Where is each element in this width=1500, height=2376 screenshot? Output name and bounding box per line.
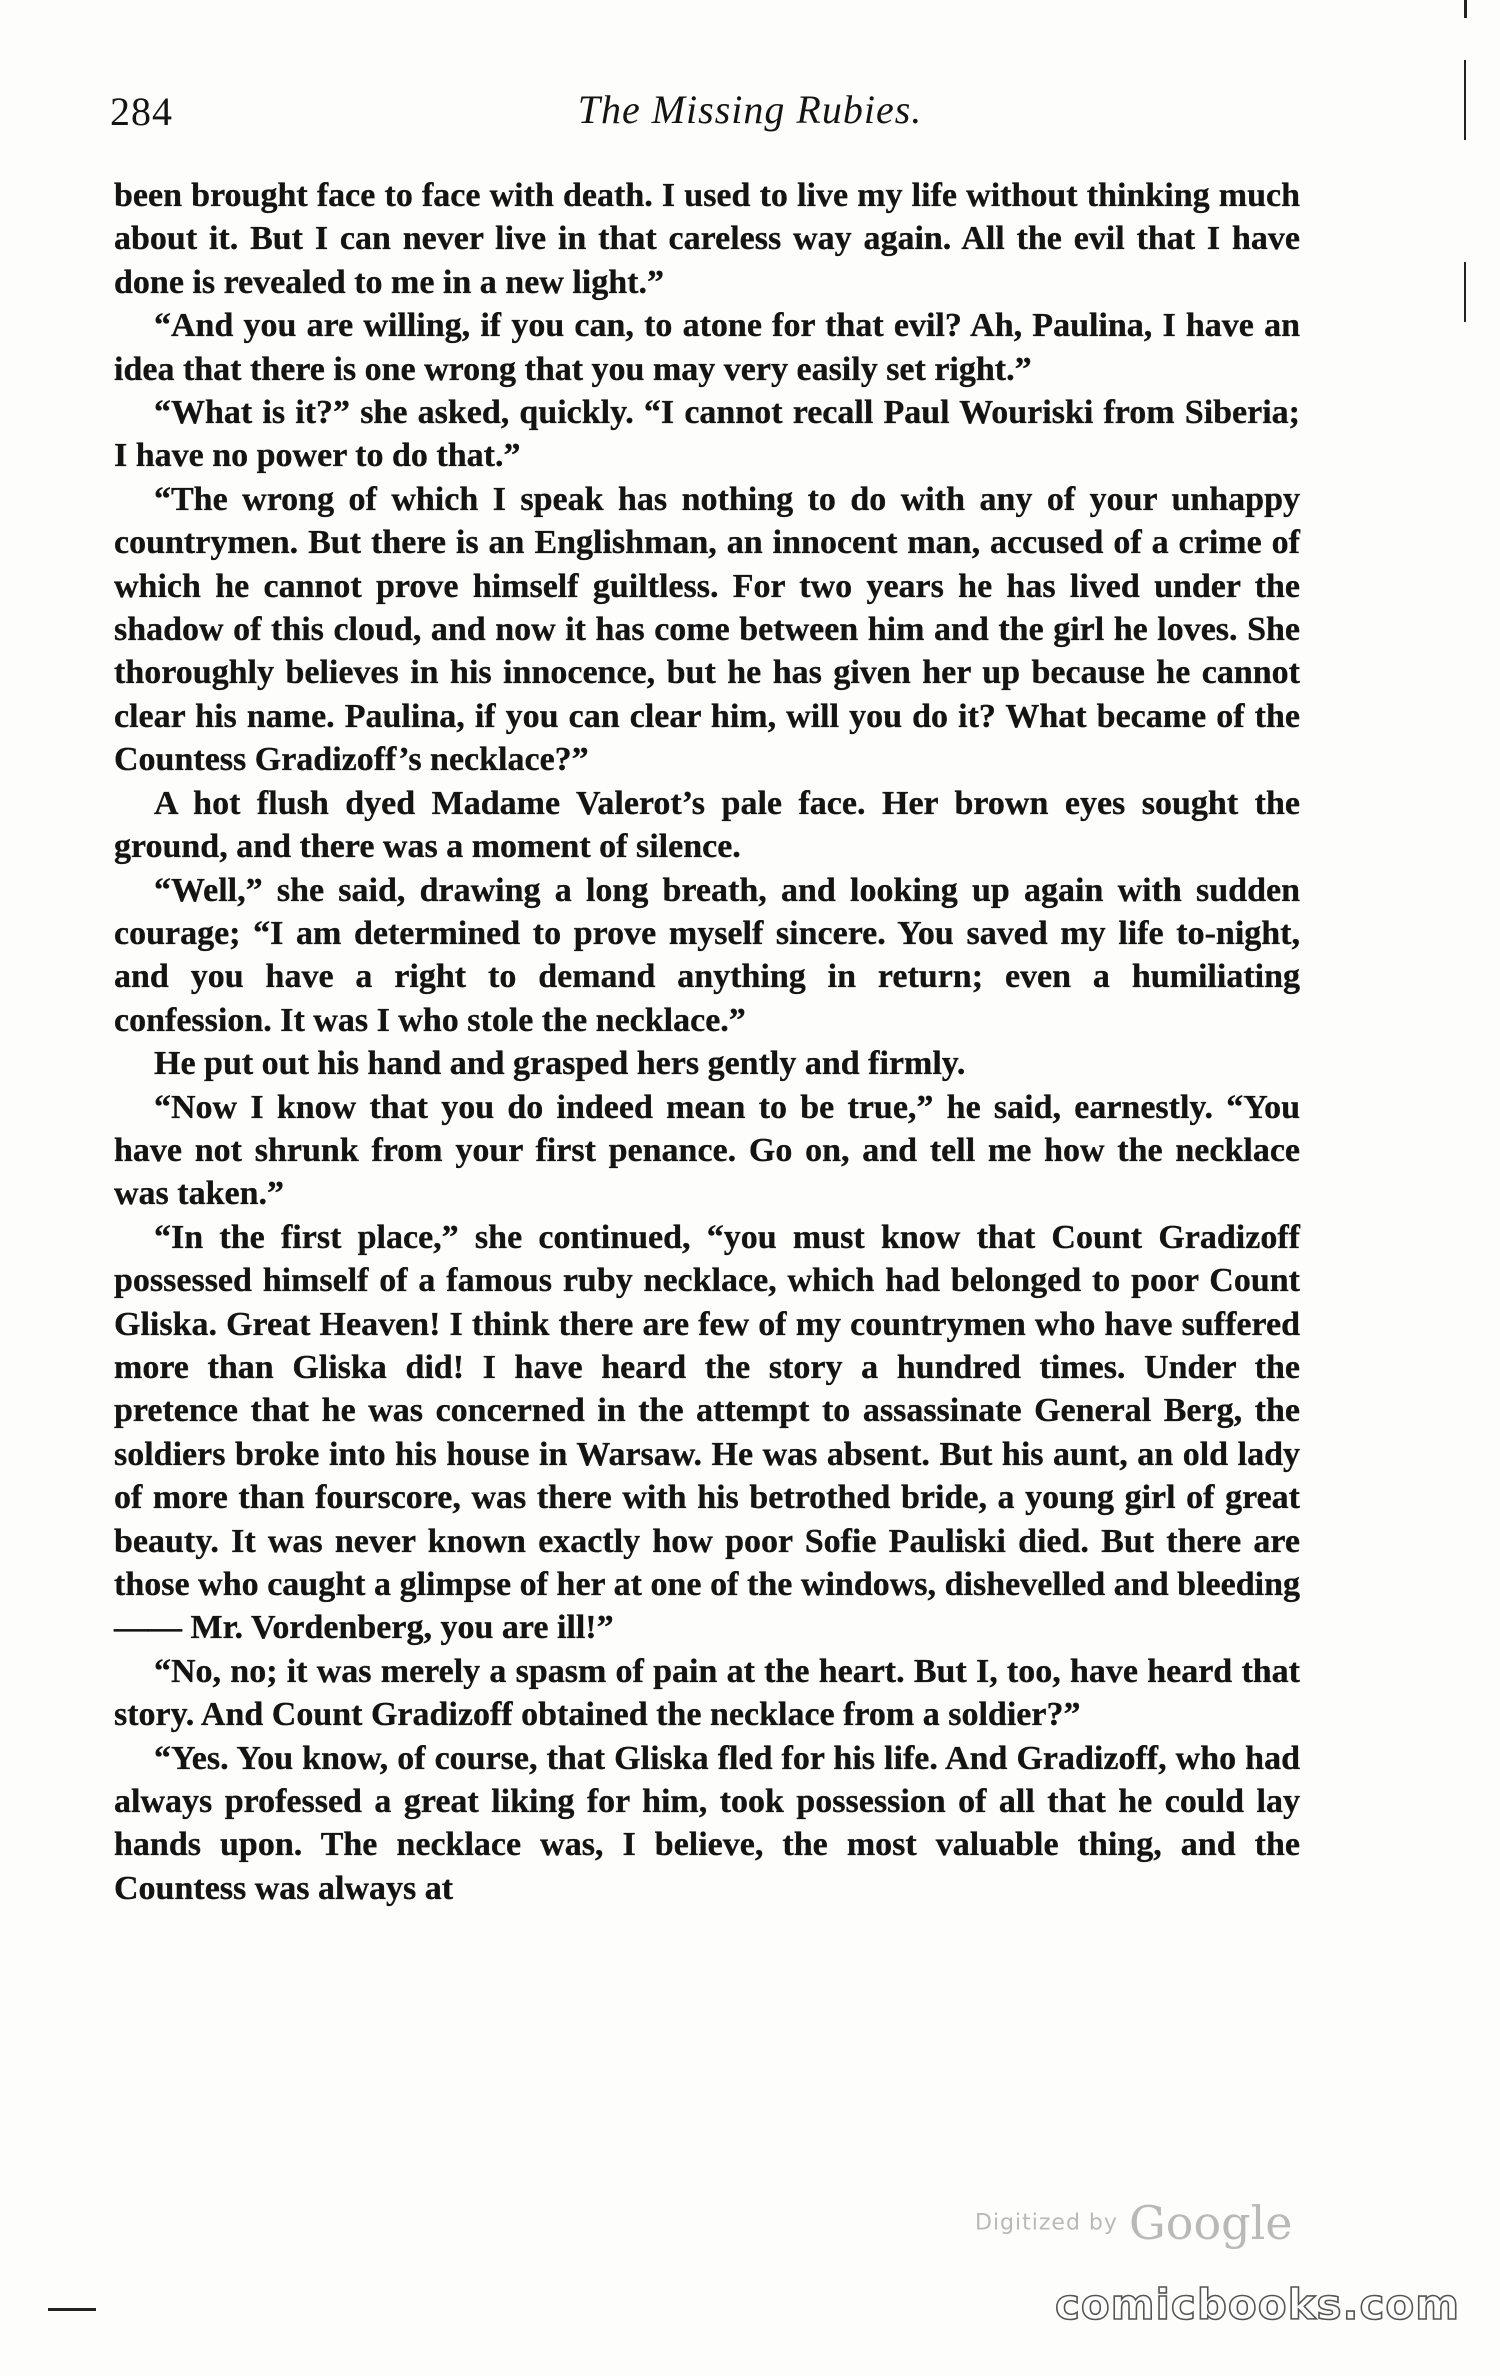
paragraph: “Yes. You know, of course, that Gliska fled for his life. And Gradizoff, who had always professed a great liking for him, took possession of all that he could lay hands upon. The necklace was, I believe, the most valuable thing, and the Countess was always at [114, 1739, 1300, 1907]
bottom-dash [48, 2308, 96, 2311]
body-text [114, 174, 1300, 1910]
google-logo-text: Google [1129, 2196, 1293, 2250]
paragraph: A hot flush dyed Madame Valerot’s pale face. Her brown eyes sought the ground, and there was a moment of silence. [114, 784, 1300, 866]
paragraph: “In the first place,” she continued, “you must know that Count Gradizoff possessed himself of a famous ruby necklace, which had belonged to poor Count Gliska. Great Heaven! I think there are few of my countrymen who have suffered more than Gliska did! I have heard the story a hundred times. Under the pretence that he was concerned in the attempt to assassinate General Berg, the soldiers broke into his house in Warsaw. He was absent. But his aunt, an old lady of more than fourscore, was there with his betrothed bride, a young girl of great beauty. It was never known exactly how poor Sofie Pauliski died. But there are those who caught a glimpse of her at one of the windows, dishevelled and bleeding —— Mr. Vordenberg, you are ill!” [114, 1218, 1300, 1647]
paragraph: “Now I know that you do indeed mean to be true,” he said, earnestly. “You have not shrunk from your first penance. Go on, and tell me how the necklace was taken.” [114, 1088, 1300, 1213]
digitized-by-text: Digitized by [975, 2210, 1118, 2236]
edge-mark-upper [1464, 60, 1466, 140]
edge-mark-middle [1464, 262, 1466, 322]
paragraph: “What is it?” she asked, quickly. “I cannot recall Paul Wouriski from Siberia; I have no power to do that.” [114, 394, 1300, 475]
site-watermark: comicbooks.com [1055, 2280, 1460, 2329]
paragraph: “Well,” she said, drawing a long breath, and looking up again with sudden courage; “I am determined to prove myself sincere. You saved my life to-night, and you have a right to demand anything in return; even a humiliating confession. It was I who stole the necklace.” [114, 871, 1300, 1039]
google-watermark [975, 2196, 1293, 2250]
running-title: The Missing Rubies. [577, 87, 923, 132]
paragraph: “The wrong of which I speak has nothing to do with any of your unhappy countrymen. But there is an Englishman, an innocent man, accused of a crime of which he cannot prove himself guiltless. For two years he has lived under the shadow of this cloud, and now it has come between him and the girl he loves. She thoroughly believes in his innocence, but he has given her up because he cannot clear his name. Paulina, if you can clear him, will you do it? What became of the Countess Gradizoff’s necklace?” [114, 480, 1300, 779]
paragraph: “No, no; it was merely a spasm of pain at the heart. But I, too, have heard that story. And Count Gradizoff obtained the necklace from a soldier?” [114, 1652, 1300, 1734]
edge-mark-top [1464, 0, 1467, 18]
page-number: 284 [110, 89, 173, 134]
paragraph: been brought face to face with death. I used to live my life without thinking much about it. But I can never live in that careless way again. All the evil that I have done is revealed to me in a new light.” [114, 177, 1300, 301]
paragraph: He put out his hand and grasped hers gently and firmly. [154, 1045, 966, 1083]
paragraph: “And you are willing, if you can, to atone for that evil? Ah, Paulina, I have an idea that there is one wrong that you may very easily set right.” [114, 307, 1300, 388]
